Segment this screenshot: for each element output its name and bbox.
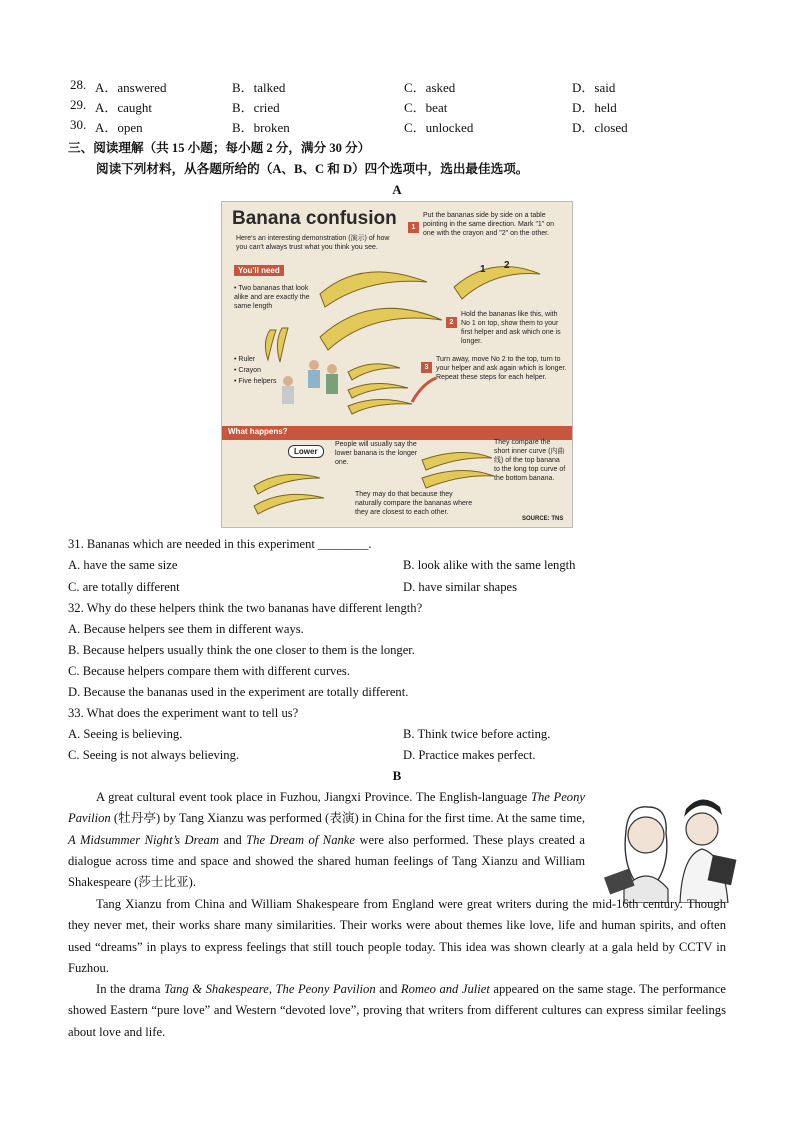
p1-text-b: (牡丹亭) by Tang Xianzu was performed (表演) in China for the first time. At the same time,	[110, 811, 585, 826]
q31-option-b: B. look alike with the same length	[403, 558, 576, 572]
q28-option-d: D．said	[572, 80, 616, 95]
people-say-text: People will usually say the lower banana is the longer one.	[335, 441, 418, 466]
q28-number: 28.	[70, 77, 87, 92]
writers-illustration	[598, 793, 744, 903]
p3-title-romeo: Romeo and Juliet	[400, 982, 490, 996]
q31-option-d: D. have similar shapes	[403, 580, 518, 594]
q33-option-d: D. Practice makes perfect.	[403, 748, 536, 762]
step-2-text: Hold the bananas like this, with No 1 on top, show them to your first helper and ask which one is longer.	[461, 311, 561, 345]
p3-text-d: appeared on the same stage. The performance showed Eastern “pure love” and Western “devoted love”, proving that writers from different cultures can express similar feelings about love and life.	[68, 982, 726, 1039]
banana-label-1: 1	[480, 264, 486, 275]
banana-label-2: 2	[504, 260, 510, 271]
what-happens-label: What happens?	[228, 427, 288, 436]
q30-option-c: C．unlocked	[404, 120, 474, 135]
banana-small-2	[348, 383, 408, 398]
q30-option-a: A．open	[95, 120, 143, 135]
banana-bottom-2	[254, 494, 324, 514]
p3-text-b: ,	[268, 982, 276, 996]
q32-option-b: B. Because helpers usually think the one closer to them is the longer.	[68, 643, 415, 657]
q29-number: 29.	[70, 97, 87, 112]
q28-option-c: C．asked	[404, 80, 456, 95]
q31-stem: 31. Bananas which are needed in this experiment ________.	[68, 537, 372, 551]
q28-option-a: A．answered	[95, 80, 167, 95]
figure-source: SOURCE: TNS	[522, 516, 564, 522]
q32-option-c: C. Because helpers compare them with different curves.	[68, 664, 350, 678]
q29-option-c: C．beat	[404, 100, 448, 115]
q33-stem: 33. What does the experiment want to tell us?	[68, 706, 299, 720]
q32-option-a: A. Because helpers see them in different ways.	[68, 622, 304, 636]
need-crayon: • Crayon	[234, 367, 261, 374]
banana-compare-top	[422, 452, 492, 470]
male-figure-head	[686, 813, 718, 845]
q29-option-d: D．held	[572, 100, 617, 115]
youll-need-tag: You'll need	[234, 265, 284, 276]
female-figure-head	[628, 817, 664, 853]
p1-title-midsummer: A Midsummer Night’s Dream	[68, 832, 220, 847]
helper-head-3	[283, 376, 293, 386]
p2-text: Tang Xianzu from China and William Shakespeare from England were great writers during the mid-16th century. Though they never met, their works share many similarities. Their works were about themes like love, life and human spirits, and often used “dreams” in plays to express feelings that still touch people today. This idea was shown clearly at a gala held by CCTV in Fuzhou.	[68, 897, 726, 975]
p1-title-peony: The Peony Pavilion	[68, 790, 585, 826]
question-29	[70, 97, 710, 115]
banana-right	[454, 266, 540, 299]
q30-option-d: D．closed	[572, 120, 628, 135]
q30-number: 30.	[70, 117, 87, 132]
question-28	[70, 77, 710, 95]
banana-confusion-figure	[221, 201, 573, 528]
p3-text-c: and	[375, 982, 401, 996]
p3-text-a: In the drama	[96, 982, 164, 996]
step-1-badge: 1	[408, 222, 419, 233]
p1-text-c: and	[219, 832, 247, 847]
helper-head-1	[309, 360, 319, 370]
section-heading: 三、阅读理解（共 15 小题；每小题 2 分，满分 30 分）	[68, 141, 371, 155]
banana-large-top	[320, 272, 427, 307]
they-may-text: They may do that because they naturally compare the bananas where they are closest to each other.	[355, 491, 473, 516]
q31-option-c: C. are totally different	[68, 580, 180, 594]
q29-option-a: A．caught	[95, 100, 153, 115]
q33-option-b: B. Think twice before acting.	[403, 727, 551, 741]
section-instruction: 阅读下列材料，从各题所给的（A、B、C 和 D）四个选项中，选出最佳选项。	[96, 162, 529, 176]
helper-figure-2	[326, 374, 338, 394]
q33-option-a: A. Seeing is believing.	[68, 727, 183, 741]
banana-small-3	[348, 399, 412, 414]
need-bananas: • Two bananas that look alike and are exactly the same length	[234, 285, 310, 310]
banana-large-bottom	[320, 308, 442, 350]
q29-option-b: B．cried	[232, 100, 280, 115]
step-2-badge: 2	[446, 317, 457, 328]
banana-bottom-1	[254, 474, 320, 494]
helper-head-2	[327, 364, 337, 374]
need-helpers: • Five helpers	[234, 378, 277, 385]
helper-figure-3	[282, 386, 294, 404]
banana-small-1	[348, 364, 400, 380]
q31-option-a: A. have the same size	[68, 558, 178, 572]
passage-b-paragraph-3	[68, 979, 726, 1043]
p1-title-nanke: The Dream of Nanke	[246, 832, 355, 847]
helper-figure-1	[308, 370, 320, 388]
p3-title-peony: The Peony Pavilion	[275, 982, 376, 996]
need-ruler: • Ruler	[234, 356, 256, 363]
q33-option-c: C. Seeing is not always believing.	[68, 748, 240, 762]
q32-option-d: D. Because the bananas used in the experiment are totally different.	[68, 685, 409, 699]
figure-title: Banana confusion	[232, 208, 397, 229]
passage-b-paragraph-2	[68, 894, 726, 979]
they-compare-text: They compare the short inner curve (内曲线) of the top banana to the long top curve of the bottom banana.	[494, 439, 566, 482]
question-30	[70, 117, 710, 135]
p1-text-d: were also performed. These plays created a dialogue across time and space and showed the shared human feelings of Tang Xianzu and William Shakespeare (莎士比亚).	[68, 832, 585, 890]
q32-stem: 32. Why do these helpers think the two bananas have different length?	[68, 601, 423, 615]
banana-upright-2	[277, 328, 288, 362]
part-b-label: B	[392, 768, 402, 783]
passage-b-paragraph-1	[68, 787, 585, 893]
p1-text-a: A great cultural event took place in Fuzhou, Jiangxi Province. The English-language	[96, 790, 531, 804]
figure-intro: Here's an interesting demonstration (演示) of how you can't always trust what you think you see.	[236, 235, 390, 251]
arrow-curve	[412, 378, 436, 402]
step-3-text: Turn away, move No 2 to the top, turn to your helper and ask again which is longer. Repeat these steps for each helper.	[436, 356, 567, 381]
p3-title-tang: Tang & Shakespeare	[164, 982, 269, 996]
banana-compare-bottom	[422, 470, 494, 488]
q28-option-b: B．talked	[232, 80, 286, 95]
banana-upright-1	[265, 330, 276, 360]
part-a-label: A	[392, 182, 402, 197]
step-1-text: Put the bananas side by side on a table pointing in the same direction. Mark "1" on one with the crayon and "2" on the other.	[423, 212, 555, 237]
step-3-badge: 3	[421, 362, 432, 373]
lower-bubble: Lower	[288, 445, 324, 458]
q30-option-b: B．broken	[232, 120, 290, 135]
